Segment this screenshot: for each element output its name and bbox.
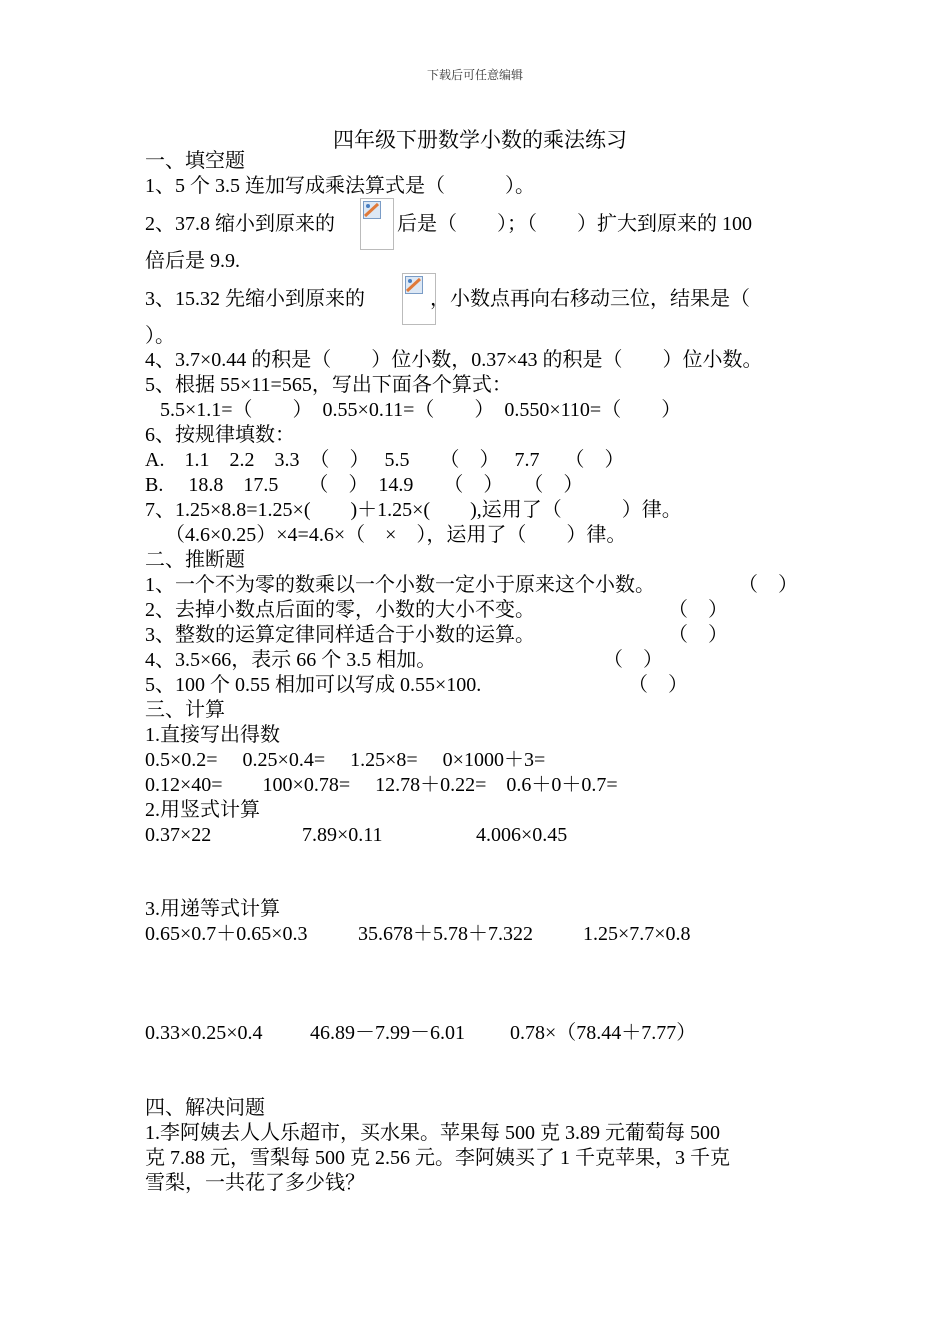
problem-1-line-1: 1.李阿姨去人人乐超市，买水果。苹果每 500 克 3.89 元葡萄每 500 — [145, 1122, 720, 1144]
question-1-2-part-c: 倍后是 9.9. — [145, 250, 240, 272]
section-2-heading: 二、推断题 — [145, 549, 245, 571]
judge-item-text: 1、一个不为零的数乘以一个小数一定小于原来这个小数。 — [145, 574, 655, 596]
question-1-5-items: 5.5×1.1=（ ） 0.55×0.11=（ ） 0.550×110=（ ） — [160, 399, 682, 421]
judge-item-text: 4、3.5×66，表示 66 个 3.5 相加。 — [145, 649, 437, 671]
question-1-6-a: A. 1.1 2.2 3.3 （ ） 5.5 （ ） 7.7 （ ） — [145, 449, 625, 471]
question-1-3-part-b: ，小数点再向右移动三位，结果是（ — [430, 288, 750, 310]
calc-subheading-2: 2.用竖式计算 — [145, 799, 260, 821]
question-1-2-part-b: 后是（ ）；（ ）扩大到原来的 100 — [397, 213, 752, 235]
question-1-6: 6、按规律填数： — [145, 424, 295, 446]
question-1-4: 4、3.7×0.44 的积是（ ）位小数，0.37×43 的积是（ ）位小数。 — [145, 349, 763, 371]
vertical-calc-3: 4.006×0.45 — [476, 824, 568, 846]
problem-1-line-2: 克 7.88 元，雪梨每 500 克 2.56 元。李阿姨买了 1 千克苹果，3 千克 — [145, 1147, 730, 1169]
judge-item-text: 5、100 个 0.55 相加可以写成 0.55×100. — [145, 674, 482, 696]
page-title: 四年级下册数学小数的乘法练习 — [333, 128, 627, 152]
step-calc-2: 35.678＋5.78＋7.322 — [358, 923, 533, 945]
question-1-3-part-c: ）。 — [145, 325, 175, 347]
step-calc-4: 0.33×0.25×0.4 — [145, 1022, 263, 1044]
question-1-7-b: （4.6×0.25）×4=4.6×（ × ），运用了（ ）律。 — [165, 524, 627, 546]
judge-item-mark: （ ） — [668, 624, 728, 646]
question-1-7-a: 7、1.25×8.8=1.25×( )＋1.25×( ),运用了（ ）律。 — [145, 499, 682, 521]
judge-item-mark: （ ） — [738, 574, 798, 596]
step-calc-1: 0.65×0.7＋0.65×0.3 — [145, 923, 308, 945]
fraction-image-icon — [360, 198, 394, 250]
question-1-2-part-a: 2、37.8 缩小到原来的 — [145, 213, 335, 235]
calc-subheading-1: 1.直接写出得数 — [145, 724, 280, 746]
judge-item-mark: （ ） — [603, 649, 663, 671]
section-4-heading: 四、解决问题 — [145, 1097, 265, 1119]
judge-item-text: 3、整数的运算定律同样适合于小数的运算。 — [145, 624, 535, 646]
section-1-heading: 一、填空题 — [145, 150, 245, 172]
calc-subheading-3: 3.用递等式计算 — [145, 898, 280, 920]
step-calc-6: 0.78×（78.44＋7.77） — [510, 1022, 697, 1044]
question-1-1: 1、5 个 3.5 连加写成乘法算式是（ ）。 — [145, 175, 535, 197]
step-calc-3: 1.25×7.7×0.8 — [583, 923, 691, 945]
question-1-5: 5、根据 55×11=565，写出下面各个算式： — [145, 374, 512, 396]
vertical-calc-1: 0.37×22 — [145, 824, 212, 846]
problem-1-line-3: 雪梨，一共花了多少钱？ — [145, 1172, 365, 1194]
section-3-heading: 三、计算 — [145, 699, 225, 721]
calc-row-1: 0.5×0.2= 0.25×0.4= 1.25×8= 0×1000＋3= — [145, 749, 546, 771]
step-calc-5: 46.89－7.99－6.01 — [310, 1022, 465, 1044]
question-1-6-b: B. 18.8 17.5 （ ） 14.9 （ ） （ ） — [145, 474, 584, 496]
page-header: 下载后可任意编辑 — [426, 68, 523, 82]
judge-item-mark: （ ） — [668, 599, 728, 621]
vertical-calc-2: 7.89×0.11 — [302, 824, 383, 846]
judge-item-mark: （ ） — [628, 674, 688, 696]
question-1-3-part-a: 3、15.32 先缩小到原来的 — [145, 288, 365, 310]
judge-item-text: 2、去掉小数点后面的零，小数的大小不变。 — [145, 599, 535, 621]
calc-row-2: 0.12×40= 100×0.78= 12.78＋0.22= 0.6＋0＋0.7= — [145, 774, 618, 796]
